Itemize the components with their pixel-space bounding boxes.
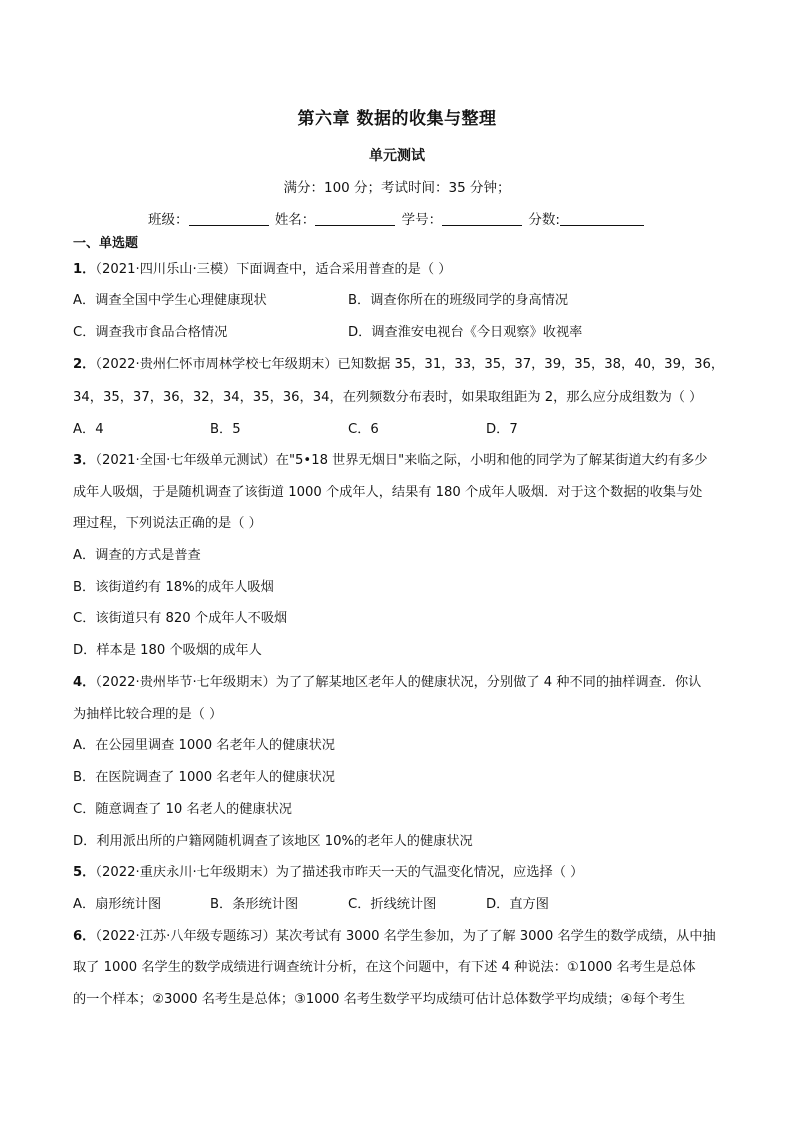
option-c: C．调查我市食品合格情况 (73, 325, 228, 340)
question-number: 4． (73, 675, 96, 690)
question-6 (73, 927, 716, 947)
name-blank (315, 211, 395, 226)
option-a: A．调查全国中学生心理健康现状 (73, 293, 267, 308)
question-number: 2． (73, 357, 96, 372)
option-a: A．在公园里调查 1000 名老年人的健康状况 (73, 738, 335, 753)
question-1 (73, 260, 451, 280)
name-label: 姓名： (274, 212, 316, 228)
option-d: D．利用派出所的户籍网随机调查了该地区 10%的老年人的健康状况 (73, 834, 473, 849)
score-blank (560, 211, 644, 226)
question-text: （2022·重庆永川·七年级期末）为了描述我市昨天一天的气温变化情况，应选择（ ） (95, 865, 584, 880)
question-text-line: 理过程，下列说法正确的是（ ） (73, 516, 262, 531)
option-c: C．折线统计图 (348, 897, 437, 912)
option-b: B．5 (210, 422, 241, 437)
option-d: D．直方图 (486, 897, 549, 912)
option-c: C．6 (348, 422, 379, 437)
test-subtitle: 单元测试 (369, 148, 425, 164)
question-text: （2022·贵州毕节·七年级期末）为了了解某地区老年人的健康状况，分别做了 4 种不同的抽样调查．你认 (95, 675, 702, 690)
question-text: （2021·全国·七年级单元测试）在"5•18 世界无烟日"来临之际，小明和他的同学为了解某街道大约有多少 (95, 453, 708, 468)
option-a: A．扇形统计图 (73, 897, 162, 912)
student-info-fields (0, 208, 794, 228)
question-text-line: 成年人吸烟，于是随机调查了该街道 1000 个成年人，结果有 180 个成年人吸烟．对于这个数据的收集与处 (73, 485, 703, 500)
question-number: 1． (73, 262, 96, 277)
option-b: B．该街道约有 18%的成年人吸烟 (73, 580, 274, 595)
question-text-line: 为抽样比较合理的是（ ） (73, 707, 223, 722)
question-text: （2021·四川乐山·三模）下面调查中，适合采用普查的是（ ） (95, 262, 452, 277)
option-b: B．在医院调查了 1000 名老年人的健康状况 (73, 770, 335, 785)
question-number: 6． (73, 929, 96, 944)
score-label: 分数: (528, 212, 560, 228)
exam-meta: 满分：100 分；考试时间：35 分钟； (283, 180, 511, 196)
question-number: 3． (73, 453, 96, 468)
question-3 (73, 451, 708, 471)
class-label: 班级： (148, 212, 189, 228)
question-text: （2022·贵州仁怀市周林学校七年级期末）已知数据 35，31，33，35，37，39，35，38，40，39，36， (95, 357, 725, 372)
option-d: D．样本是 180 个吸烟的成年人 (73, 643, 262, 658)
question-text-line: 的一个样本；②3000 名考生是总体；③1000 名考生数学平均成绩可估计总体数学平均成绩；④每个考生 (73, 992, 686, 1007)
id-label: 学号： (401, 212, 443, 228)
option-c: C．随意调查了 10 名老人的健康状况 (73, 802, 292, 817)
question-4 (73, 673, 701, 693)
question-text-line: 取了 1000 名学生的数学成绩进行调查统计分析，在这个问题中，有下述 4 种说法：①1000 名考生是总体 (73, 960, 696, 975)
question-text-line: 34，35，37，36，32，34，35，36，34，在列频数分布表时，如果取组距为 2，那么应分成组数为（ ） (73, 390, 703, 405)
question-2 (73, 355, 724, 375)
section-title: 一、单选题 (73, 236, 139, 251)
id-blank (442, 211, 522, 226)
option-b: B．调查你所在的班级同学的身高情况 (348, 293, 569, 308)
class-blank (189, 211, 269, 226)
option-d: D．调查淮安电视台《今日观察》收视率 (348, 325, 583, 340)
question-5 (73, 863, 583, 883)
chapter-title: 第六章 数据的收集与整理 (297, 109, 497, 129)
option-c: C．该街道只有 820 个成年人不吸烟 (73, 611, 288, 626)
option-a: A．4 (73, 422, 104, 437)
option-a: A．调查的方式是普查 (73, 548, 201, 563)
option-d: D．7 (486, 422, 518, 437)
question-number: 5． (73, 865, 96, 880)
option-b: B．条形统计图 (210, 897, 299, 912)
question-text: （2022·江苏·八年级专题练习）某次考试有 3000 名学生参加，为了了解 3000 名学生的数学成绩，从中抽 (95, 929, 716, 944)
